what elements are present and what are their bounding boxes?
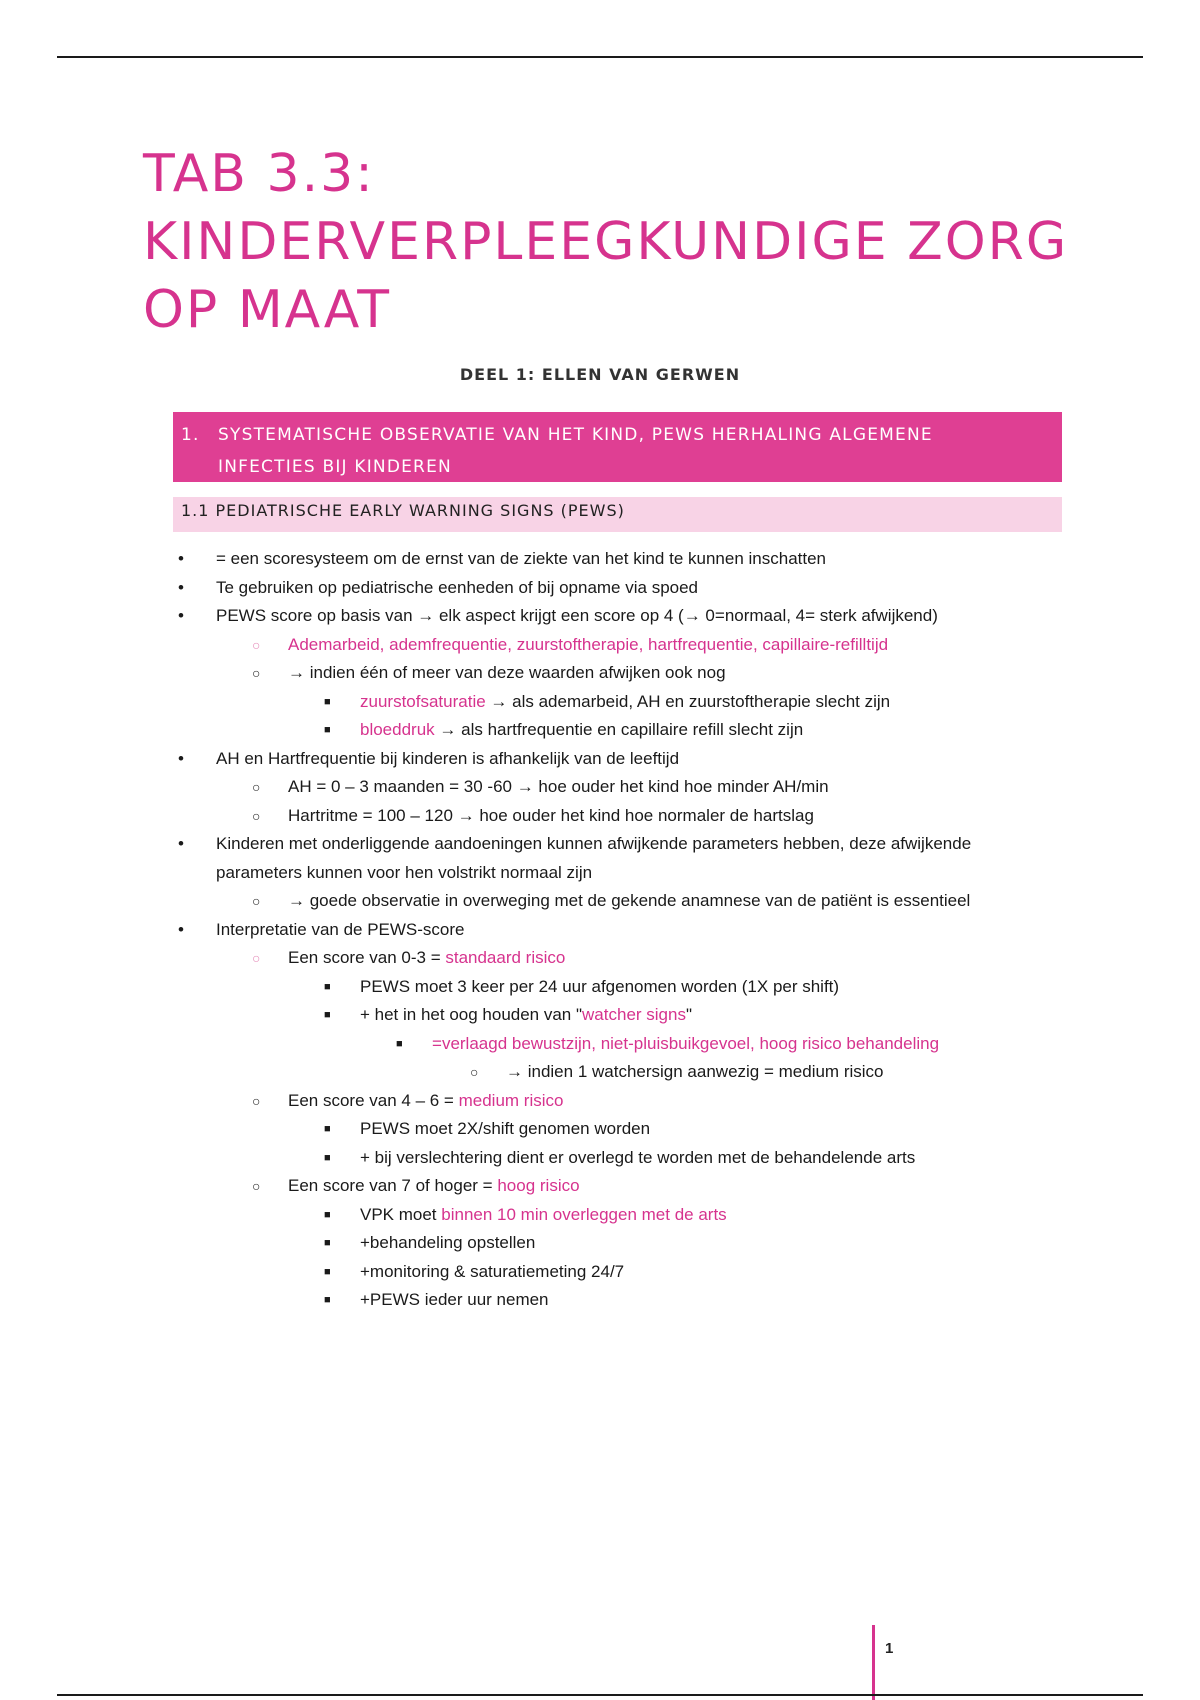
list-item: ■ +monitoring & saturatiemeting 24/7 (324, 1261, 625, 1281)
section-heading-text (218, 419, 933, 482)
list-item: ■ + het in het oog houden van "watcher signs" (324, 1005, 693, 1024)
list-item: • AH en Hartfrequentie bij kinderen is afhankelijk van de leeftijd (178, 748, 680, 768)
title-line: KINDERVERPLEEGKUNDIGE ZORG (143, 212, 1069, 272)
bullet-list (0, 545, 1200, 1315)
title-line: OP MAAT (143, 280, 391, 340)
section-heading-1 (173, 412, 1062, 482)
document-subtitle: DEEL 1: ELLEN VAN GERWEN (459, 365, 741, 384)
list-item: ■ PEWS moet 3 keer per 24 uur afgenomen worden (1X per shift) (324, 976, 840, 996)
footer-accent-bar (872, 1625, 875, 1700)
list-item: ○ Ademarbeid, ademfrequentie, zuurstoftherapie, hartfrequentie, capillaire-refilltijd (252, 634, 889, 654)
list-item: ○ AH = 0 – 3 maanden = 30 -60 → hoe ouder het kind hoe minder AH/min (252, 777, 829, 796)
list-item: • Kinderen met onderliggende aandoeningen kunnen afwijkende parameters hebben, deze afwijkende parameters kunnen voor hen volstrikt normaal zijn (178, 834, 972, 882)
footer-rule (57, 1694, 1143, 1696)
header-rule (57, 56, 1143, 58)
list-item: • = een scoresysteem om de ernst van de ziekte van het kind te kunnen inschatten (178, 549, 826, 568)
list-item: • Te gebruiken op pediatrische eenheden of bij opname via spoed (178, 577, 699, 597)
section-heading-line: SYSTEMATISCHE OBSERVATIE VAN HET KIND, PEWS HERHALING ALGEMENE (218, 425, 933, 445)
page-number: 1 (885, 1640, 894, 1657)
list-item: ■ zuurstofsaturatie → als ademarbeid, AH en zuurstoftherapie slecht zijn (324, 691, 891, 711)
list-item: ○ → indien 1 watchersign aanwezig = medium risico (470, 1062, 884, 1081)
list-item: ■ + bij verslechtering dient er overlegd te worden met de behandelende arts (324, 1147, 916, 1167)
document-title (143, 140, 1103, 344)
section-heading-1-1: 1.1 PEDIATRISCHE EARLY WARNING SIGNS (PEWS) (173, 497, 1062, 532)
list-item: ■ =verlaagd bewustzijn, niet-pluisbuikgevoel, hoog risico behandeling (396, 1033, 940, 1053)
section-number: 1. (181, 425, 200, 445)
section-heading-line: INFECTIES BIJ KINDEREN (218, 457, 452, 477)
list-item: ■ +PEWS ieder uur nemen (324, 1290, 549, 1309)
list-item: ○ Een score van 0-3 = standaard risico (252, 948, 566, 967)
list-item: ○ Een score van 7 of hoger = hoog risico (252, 1176, 580, 1195)
list-item: ■ PEWS moet 2X/shift genomen worden (324, 1119, 651, 1138)
list-item: ○ Een score van 4 – 6 = medium risico (252, 1090, 564, 1110)
list-item: ■ +behandeling opstellen (324, 1233, 536, 1252)
list-item: • Interpretatie van de PEWS-score (178, 919, 465, 939)
title-line: TAB 3.3: (143, 144, 375, 204)
list-item: ○ Hartritme = 100 – 120 → hoe ouder het kind hoe normaler de hartslag (252, 805, 814, 825)
list-item: ○ → goede observatie in overweging met de gekende anamnese van de patiënt is essentieel (252, 891, 971, 910)
list-item: • PEWS score op basis van → elk aspect krijgt een score op 4 (→ 0=normaal, 4= sterk afwijkend) (178, 606, 938, 625)
list-item: ■ bloeddruk → als hartfrequentie en capillaire refill slecht zijn (324, 720, 804, 739)
list-item: ○ → indien één of meer van deze waarden afwijken ook nog (252, 663, 726, 682)
list-item: ■ VPK moet binnen 10 min overleggen met de arts (324, 1204, 727, 1224)
